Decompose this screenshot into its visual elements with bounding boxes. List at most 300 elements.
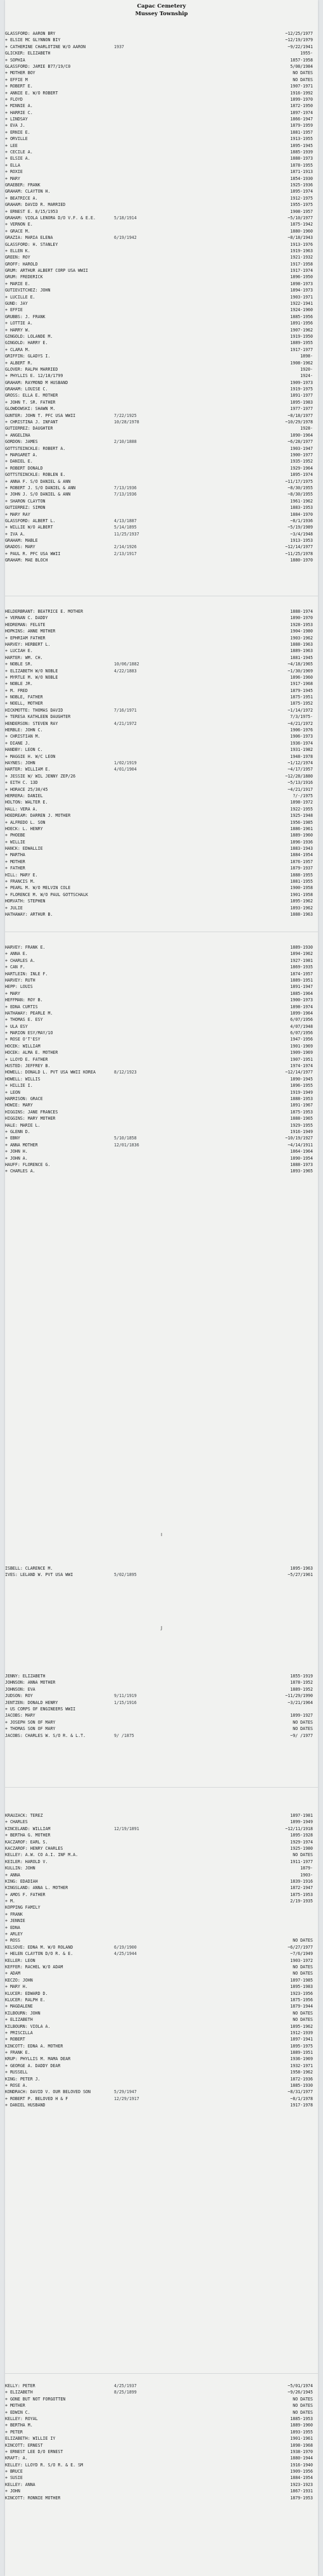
burial-record	[5, 2468, 318, 2475]
burial-dates: 1913-1953	[290, 538, 313, 544]
burial-dates: 1888-1973	[290, 156, 313, 162]
burial-record	[5, 2102, 318, 2108]
burial-name: + ERNEST LEE D/O ERNEST	[5, 2449, 63, 2454]
burial-name: KLUCER: EDWARD D.	[5, 1990, 48, 1996]
burial-name: KEFFER: RACHEL W/O ADAM	[5, 1964, 63, 1970]
burial-record	[5, 1977, 318, 1983]
burial-dates: 1893-1965	[290, 1169, 313, 1174]
burial-record	[5, 2003, 318, 2009]
burial-record	[5, 537, 318, 544]
burial-name: KINCELAND: WILLIAM	[5, 1826, 51, 1831]
burial-name: + BRUCE	[5, 2469, 23, 2475]
burial-name: + EDNA	[5, 1925, 20, 1930]
burial-dates: 1955-1975	[290, 202, 313, 208]
burial-name: + M. FRED	[5, 688, 28, 693]
burial-record	[5, 1082, 318, 1089]
burial-record	[5, 44, 318, 50]
burial-dates: 1917-1978	[290, 2103, 313, 2108]
burial-record	[5, 984, 318, 990]
burial-record	[5, 2082, 318, 2089]
burial-name: KECZO: JOHN	[5, 1977, 33, 1983]
burial-dates: 1900-1958	[290, 885, 313, 891]
burial-name: KINCOTT: RONNIE MOTHER	[5, 2495, 61, 2501]
burial-name: GLASSFORD: AARON BRY	[5, 31, 56, 36]
burial-name: KELLEY: LLOYD R. S/O R. & E. SM	[5, 2462, 84, 2468]
burial-record	[5, 70, 318, 76]
burial-record	[5, 1726, 318, 1732]
burial-record	[5, 504, 318, 511]
burial-dates: ~12/19/1979	[285, 37, 313, 43]
burial-dates: 4/07/1948	[290, 1023, 313, 1029]
burial-record	[5, 1951, 318, 1957]
burial-record	[5, 892, 318, 898]
burial-record	[5, 458, 318, 465]
burial-dates: 1974-1974	[290, 1063, 313, 1069]
burial-dates: NO DATES	[293, 1852, 313, 1858]
burial-name: + MYRTLE M. W/O NOBLE	[5, 674, 58, 680]
burial-name: GLASSFORD: H. STANLEY	[5, 241, 58, 247]
burial-record	[5, 2063, 318, 2069]
burial-name: + FRANK	[5, 1911, 23, 1917]
burial-record	[5, 360, 318, 366]
burial-name: HAYNES: JOHN	[5, 760, 35, 766]
burial-extra-date: 11/25/1937	[114, 531, 139, 537]
burial-name: + LEE	[5, 143, 18, 148]
burial-record	[5, 1931, 318, 1937]
burial-record	[5, 2076, 318, 2082]
burial-name: + EBNY	[5, 1136, 20, 1141]
burial-name: KONDRACH: DAVID V. OUR BELOVED SON	[5, 2089, 91, 2095]
burial-dates: 1871-1913	[290, 169, 313, 175]
burial-record	[5, 347, 318, 353]
burial-name: HOLTON: WALTER E.	[5, 800, 48, 805]
burial-name: + SHARON CLAYTON	[5, 498, 46, 504]
burial-name: + MARION ESY/MAY/1O	[5, 1030, 53, 1036]
burial-name: GINGOLD: LOLANDE M.	[5, 333, 53, 339]
burial-name: HARTER: WM. CH.	[5, 655, 43, 660]
burial-name: + MARY	[5, 990, 20, 996]
burial-name: JOHNSON: EVA	[5, 1686, 35, 1692]
burial-name: + CECILE A.	[5, 150, 33, 155]
burial-dates: 1897-1981	[290, 1813, 313, 1818]
burial-record	[5, 511, 318, 518]
burial-record	[5, 392, 318, 399]
burial-dates: ~5/19/1989	[288, 525, 313, 530]
burial-dates: 1891-1977	[290, 393, 313, 399]
burial-name: GRAHAM: MAE BLOCH	[5, 558, 48, 563]
burial-dates: 1938-1970	[290, 2449, 313, 2454]
burial-name: GLOWDOWSKI: SHAWN M.	[5, 406, 56, 412]
burial-record	[5, 1700, 318, 1706]
burial-dates: 1889-1952	[290, 1686, 313, 1692]
burial-record	[5, 300, 318, 307]
burial-name: GUTIERREZ: DAUGHTER	[5, 426, 53, 432]
burial-record	[5, 2383, 318, 2389]
burial-record	[5, 1076, 318, 1082]
burial-extra-date: 2/14/1926	[114, 544, 137, 550]
burial-dates: 1885-1953	[290, 2416, 313, 2421]
burial-record	[5, 766, 318, 772]
burial-name: + MARY	[5, 176, 20, 181]
burial-name: HOEDREAM: DARREN J. MOTHER	[5, 813, 71, 819]
burial-dates: 5/08/1984	[290, 63, 313, 69]
burial-name: GUTIEVITCHEZ: JOHN	[5, 288, 51, 293]
burial-name: HOWELL: DONALD L. PVT USA WWII KOREA	[5, 1070, 96, 1075]
burial-name: + JOHN	[5, 2489, 20, 2494]
burial-name: GRUM: ARTHUR ALBERT CORP USA WWII	[5, 268, 89, 274]
burial-name: GROSS: ELLA E. MOTHER	[5, 393, 58, 399]
burial-name: HORVATH: STEPHEN	[5, 899, 46, 904]
burial-dates: 1867-1931	[290, 2489, 313, 2494]
burial-record	[5, 287, 318, 293]
burial-extra-date: 10/28/1978	[114, 420, 139, 425]
burial-dates: 1948-1978	[290, 753, 313, 759]
burial-dates: 1956-1985	[290, 819, 313, 825]
burial-name: + ADAM	[5, 1971, 20, 1977]
burial-record	[5, 1719, 318, 1726]
burial-dates: 1907-1971	[290, 84, 313, 89]
burial-name: KINCOTT: ERNEST	[5, 2442, 43, 2448]
burial-record	[5, 2096, 318, 2102]
burial-extra-date: 4/01/1904	[114, 767, 137, 772]
burial-record	[5, 997, 318, 1003]
burial-record	[5, 2435, 318, 2442]
burial-dates: ~8/18/1977	[288, 413, 313, 418]
burial-record	[5, 747, 318, 753]
burial-dates: 1927-1981	[290, 958, 313, 963]
burial-name: + DANIEL E.	[5, 459, 33, 465]
burial-dates: 1890-1945	[290, 1076, 313, 1082]
burial-name: KING: EDADIAH	[5, 1878, 38, 1884]
burial-name: + EPHRIAM FATHER	[5, 635, 46, 641]
burial-name: + HELEN CLAYTON D/O R. & E.	[5, 1951, 73, 1957]
burial-name: + ROXIE	[5, 169, 23, 175]
burial-name: + EITH C. 13D	[5, 780, 38, 786]
burial-record	[5, 845, 318, 852]
burial-name: + ANGELINA	[5, 432, 30, 438]
burial-name: + CLARA M.	[5, 347, 30, 352]
burial-name: GRAHAM: CLAYTON H.	[5, 189, 51, 195]
burial-name: + SUSIE	[5, 2475, 23, 2481]
burial-name: + MARIE E.	[5, 281, 30, 286]
burial-record	[5, 1010, 318, 1016]
burial-name: + CHARLES A.	[5, 1169, 35, 1174]
burial-dates: 1955-	[300, 51, 313, 56]
burial-record	[5, 1826, 318, 1832]
burial-record	[5, 905, 318, 911]
burial-dates: 1913-1976	[290, 241, 313, 247]
burial-dates: NO DATES	[293, 1964, 313, 1970]
burial-record	[5, 1944, 318, 1951]
burial-name: HALE: MARIE L.	[5, 1122, 41, 1128]
burial-dates: 6/07/1956	[290, 1017, 313, 1023]
burial-record	[5, 221, 318, 227]
burial-record	[5, 143, 318, 149]
burial-extra-date: 7/13/1936	[114, 492, 137, 497]
burial-record	[5, 786, 318, 793]
burial-record	[5, 1004, 318, 1010]
burial-record	[5, 1859, 318, 1865]
burial-dates: 1891-1947	[290, 984, 313, 990]
burial-record	[5, 37, 318, 43]
burial-record	[5, 478, 318, 485]
burial-record	[5, 1023, 318, 1030]
burial-name: + FRANK E.	[5, 2050, 30, 2056]
burial-name: + IVA A.	[5, 531, 25, 537]
burial-record	[5, 485, 318, 491]
burial-dates: 1875-1956	[290, 1997, 313, 2002]
burial-record	[5, 1878, 318, 1885]
burial-name: + BEATRICE A.	[5, 195, 38, 201]
burial-record	[5, 1673, 318, 1679]
burial-dates: ~5/01/1974	[288, 2383, 313, 2388]
burial-record	[5, 911, 318, 918]
burial-dates: 1897-1974	[290, 110, 313, 115]
records-page-j	[5, 1673, 318, 1739]
burial-dates: ~12/11/1918	[285, 1826, 313, 1831]
burial-name: + WILLIE	[5, 839, 25, 845]
burial-record	[5, 228, 318, 234]
burial-record	[5, 1016, 318, 1023]
burial-dates: 1891-1956	[290, 321, 313, 326]
burial-record	[5, 2422, 318, 2428]
burial-record	[5, 30, 318, 37]
burial-record	[5, 1168, 318, 1174]
burial-name: HEDREMAN: FELGTE	[5, 622, 46, 627]
burial-extra-date: 10/06/1882	[114, 662, 139, 667]
burial-name: KRUP: PHYLLIS M. MAMA DEAR	[5, 2056, 71, 2062]
burial-name: KELLY: PETER	[5, 2383, 35, 2388]
burial-dates: 1890-1970	[290, 615, 313, 621]
burial-dates: 1916-1992	[290, 90, 313, 96]
burial-name: HICKMOTTE: THOMAS DAVID	[5, 707, 63, 713]
burial-dates: 6/07/1956	[290, 1030, 313, 1036]
burial-record	[5, 1885, 318, 1891]
burial-dates: ?/-/1975	[293, 793, 313, 798]
burial-name: + THOMAS SON OF MARY	[5, 1726, 56, 1732]
burial-dates: 1924-1960	[290, 307, 313, 313]
burial-name: KLUCER: RALPH E.	[5, 1997, 46, 2002]
township-title: Mussey Township	[135, 11, 188, 17]
burial-name: + ANNA MOTHER	[5, 1142, 38, 1148]
burial-extra-date: 4/13/1887	[114, 518, 137, 523]
burial-dates: NO DATES	[293, 2409, 313, 2415]
burial-name: GLOVER: RALPH MARRIED	[5, 366, 58, 372]
burial-name: + MOTHER	[5, 2403, 25, 2409]
burial-dates: ~7/6/1949	[290, 1951, 313, 1957]
burial-record	[5, 733, 318, 740]
burial-record	[5, 103, 318, 109]
burial-name: HERBLE: JOHN C.	[5, 727, 43, 733]
burial-dates: 1908-1957	[290, 208, 313, 214]
burial-dates: 1909-1973	[290, 380, 313, 385]
burial-record	[5, 773, 318, 779]
burial-dates: 1929-1964	[290, 465, 313, 471]
burial-record	[5, 274, 318, 280]
burial-record	[5, 700, 318, 707]
burial-name: + NOBLE JR.	[5, 681, 33, 687]
burial-dates: ~9/26/1945	[288, 2390, 313, 2395]
burial-dates: 1913-1955	[290, 136, 313, 142]
burial-dates: 1885-1939	[290, 150, 313, 155]
burial-name: KOPPING FAMILY	[5, 1905, 41, 1911]
burial-record	[5, 406, 318, 412]
burial-dates: 1924-	[300, 373, 313, 379]
burial-extra-date: 2/13/1917	[114, 551, 137, 556]
burial-dates: ~6/27/1977	[288, 1944, 313, 1950]
burial-record	[5, 688, 318, 694]
burial-dates: 1896-1955	[290, 1083, 313, 1089]
burial-name: + DANIEL HUSBAND	[5, 2103, 46, 2108]
burial-record	[5, 1852, 318, 1858]
burial-record	[5, 668, 318, 674]
burial-record	[5, 2010, 318, 2016]
burial-dates: 1875-1953	[290, 1892, 313, 1897]
burial-dates: 1839-1916	[290, 1878, 313, 1884]
burial-dates: 1912-1975	[290, 195, 313, 201]
burial-dates: 1917-1974	[290, 268, 313, 274]
burial-dates: 1879-	[300, 1866, 313, 1871]
burial-dates: 1888-1974	[290, 609, 313, 614]
burial-record	[5, 1089, 318, 1096]
burial-dates: 1894-1962	[290, 951, 313, 957]
burial-name: + PHYLLIS E. 12/18/1799	[5, 373, 63, 379]
burial-dates: 1885-1956	[290, 314, 313, 319]
burial-record	[5, 648, 318, 654]
burial-name: GRAHAM: RAYMOND M HUSBAND	[5, 380, 68, 385]
burial-name: + M.	[5, 1899, 15, 1904]
burial-dates: ~8/1/1936	[290, 518, 313, 523]
burial-dates: 1874-1957	[290, 971, 313, 977]
burial-dates: ~12/28/1880	[285, 773, 313, 779]
burial-dates: 1922-1955	[290, 806, 313, 812]
burial-record	[5, 2030, 318, 2036]
burial-dates: 1864-1964	[290, 1149, 313, 1155]
burial-record	[5, 1990, 318, 1997]
burial-name: + HILLIE I.	[5, 1083, 33, 1089]
burial-name: GREEN: ROY	[5, 255, 30, 260]
burial-record	[5, 2416, 318, 2422]
burial-dates: 1896-1950	[290, 274, 313, 280]
burial-name: + LLOYD E. FATHER	[5, 1056, 48, 1062]
burial-dates: 1879-1944	[290, 2004, 313, 2009]
burial-record	[5, 1845, 318, 1852]
burial-record	[5, 1115, 318, 1122]
burial-record	[5, 2089, 318, 2095]
burial-dates: ~8/18/1943	[288, 235, 313, 241]
burial-dates: ~12/14/1977	[285, 544, 313, 550]
burial-dates: ~4/21/1972	[288, 721, 313, 726]
burial-name: HARTER: WILLIAM E.	[5, 767, 51, 772]
burial-name: GRAEBER: FRANK	[5, 182, 41, 188]
burial-dates: 1889-1955	[290, 340, 313, 346]
burial-name: HANCK: EDWALLIE	[5, 846, 43, 852]
burial-record	[5, 333, 318, 340]
burial-name: + VERNAN C. DADDY	[5, 615, 48, 621]
burial-record	[5, 353, 318, 359]
burial-dates: 1889-1963	[290, 648, 313, 654]
burial-name: + LUCIAH E.	[5, 648, 33, 654]
burial-dates: 1888-1955	[290, 872, 313, 878]
burial-record	[5, 812, 318, 819]
burial-name: HOWELL: WILLIS	[5, 1076, 41, 1082]
burial-record	[5, 136, 318, 142]
burial-record	[5, 721, 318, 727]
burial-name: + NOBLE SR.	[5, 662, 33, 667]
burial-name: + GEORGE A. DADDY DEAR	[5, 2063, 61, 2068]
burial-record	[5, 2482, 318, 2488]
burial-name: + FLORENCE M. W/O PAUL GOTTSCHALK	[5, 892, 89, 897]
burial-record	[5, 990, 318, 997]
cemetery-record-sheet	[5, 0, 318, 2576]
burial-dates: 1895-1962	[290, 2023, 313, 2029]
burial-record	[5, 307, 318, 313]
burial-record	[5, 1997, 318, 2003]
burial-dates: 1895-1962	[290, 899, 313, 904]
burial-name: HUSTED: JEFFREY B.	[5, 1063, 51, 1069]
burial-record	[5, 1135, 318, 1141]
burial-name: + FRANCIS M.	[5, 879, 35, 885]
burial-name: + ANNA F. S/O DANIEL & ANN	[5, 478, 71, 484]
burial-record	[5, 195, 318, 202]
burial-dates: 1896-1936	[290, 839, 313, 845]
burial-name: JACOBS: CHARLES W. S/O R. & L.T.	[5, 1733, 86, 1738]
burial-record	[5, 1706, 318, 1712]
burial-name: KEILER: HAROLD V.	[5, 1859, 48, 1864]
burial-name: GROFF: HAROLD	[5, 261, 38, 267]
burial-dates: 1920-	[300, 366, 313, 372]
burial-dates: 1885-1964	[290, 990, 313, 996]
burial-dates: 1895-1983	[290, 399, 313, 405]
burial-name: + HORACE 25/30/45	[5, 786, 48, 792]
burial-record	[5, 445, 318, 452]
burial-name: HARRISON: GRACE	[5, 1096, 43, 1101]
burial-record	[5, 1865, 318, 1871]
burial-dates: 1901-1958	[290, 892, 313, 897]
burial-dates: 1872-1936	[290, 2076, 313, 2082]
burial-name: + ELIZABETH	[5, 2017, 33, 2023]
burial-dates: 1895-1983	[290, 1984, 313, 1990]
burial-name: + JOHN J. S/O DANIEL & ANN	[5, 492, 71, 497]
burial-extra-date: 4/25/1937	[114, 2383, 137, 2388]
burial-dates: 1923-1956	[290, 1990, 313, 1996]
burial-name: + FLOYD	[5, 96, 23, 102]
burial-dates: 1898-1968	[290, 2442, 313, 2448]
burial-dates: 1936-1969	[290, 2056, 313, 2062]
burial-record	[5, 551, 318, 557]
burial-name: + ERNIE E.	[5, 129, 30, 135]
burial-record	[5, 162, 318, 169]
burial-name: + THOMAS E. ESY	[5, 1017, 43, 1023]
burial-dates: 1898-1972	[290, 800, 313, 805]
burial-name: KELLEY: A.W. CO A.I. INF M.A.	[5, 1852, 79, 1858]
burial-dates: 1895-1974	[290, 472, 313, 478]
burial-record	[5, 1812, 318, 1819]
burial-extra-date: 5/10/1858	[114, 1136, 137, 1141]
burial-record	[5, 1911, 318, 1918]
burial-record	[5, 518, 318, 524]
burial-record	[5, 1155, 318, 1162]
burial-dates: 1879-1937	[290, 866, 313, 871]
burial-record	[5, 608, 318, 615]
burial-name: + CHARLES	[5, 1819, 28, 1825]
burial-record	[5, 1892, 318, 1898]
burial-dates: NO DATES	[293, 1726, 313, 1732]
burial-record	[5, 793, 318, 799]
burial-name: + EDWIN C.	[5, 2409, 30, 2415]
burial-record	[5, 267, 318, 274]
records-page-h-continued	[5, 944, 318, 1175]
